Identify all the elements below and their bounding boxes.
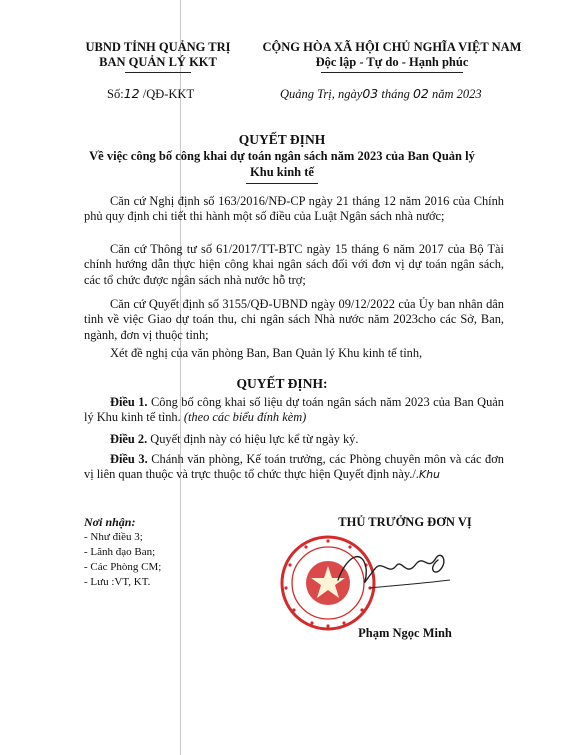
recipient-item: - Lãnh đạo Ban; [84,546,156,558]
org-underline [125,72,191,73]
official-seal-and-signature [278,528,468,638]
handwritten-day: 03 [362,86,379,101]
article-1: Điều 1. Công bố công khai số liệu dự toán ngân sách năm 2023 của Ban Quản lý Khu kinh tế tỉnh. (theo các biểu đính kèm) [84,395,504,425]
recipients-block [84,515,161,590]
subject-underline [246,183,318,184]
nation-line-2: Độc lập - Tự do - Hạnh phúc [315,55,469,69]
document-subject: Về việc công bố công khai dự toán ngân sách năm 2023 của Ban Quản lý Khu kinh tế [89,149,475,179]
article-2: Điều 2. Quyết định này có hiệu lực kể từ ngày ký. [110,432,359,446]
preamble-proposal: Xét đề nghị của văn phòng Ban, Ban Quản lý Khu kinh tế tỉnh, [110,346,423,360]
document-title: QUYẾT ĐỊNH [238,132,326,147]
preamble-decision: Căn cứ Quyết định số 3155/QĐ-UBND ngày 09/12/2022 của Ủy ban nhân dân tỉnh về việc Giao dự toán thu, chi ngân sách Nhà nước năm 2023cho các Sở, Ban, ngành, đơn vị thuộc tỉnh; [84,297,504,342]
place-date: Quảng Trị, ngày03 tháng 02 năm 2023 [280,86,482,101]
signatory-name: Phạm Ngọc Minh [358,626,452,640]
motto-underline [321,72,463,73]
handwritten-signature [338,555,444,582]
recipient-item: - Lưu :VT, KT. [84,576,151,588]
article-3: Điều 3. Chánh văn phòng, Kế toán trưởng, các Phòng chuyên môn và các đơn vị liên quan thuộc và trực thuộc tổ chức thực hiện Quyết định này./.Khu [84,452,504,482]
org-line-1: UBND TỈNH QUẢNG TRỊ [85,40,231,54]
issuing-org [58,40,258,70]
document-number: Số:12 /QĐ-KKT [107,86,195,101]
handwritten-month: 02 [412,86,429,101]
decision-heading: QUYẾT ĐỊNH: [236,376,328,391]
preamble-decree: Căn cứ Nghị định số 163/2016/NĐ-CP ngày 21 tháng 12 năm 2016 của Chính phủ quy định chi tiết thi hành một số điều của Luật Ngân sách nhà nước; [84,194,504,224]
signature-underline-stroke [370,580,450,588]
recipients-title: Nơi nhận: [84,515,136,529]
handwritten-initials: Khu [418,468,441,482]
recipient-item: - Như điều 3; [84,531,143,543]
recipient-item: - Các Phòng CM; [84,561,162,573]
signature-title: THỦ TRƯỞNG ĐƠN VỊ [338,515,472,529]
nation-line-1: CỘNG HÒA XÃ HỘI CHỦ NGHĨA VIỆT NAM [262,40,522,54]
national-motto [242,40,542,70]
preamble-circular: Căn cứ Thông tư số 61/2017/TT-BTC ngày 15 tháng 6 năm 2017 của Bộ Tài chính hướng dẫn thực hiện công khai ngân sách đối với đơn vị dự toán ngân sách, các tổ chức được ngân sách nhà nước hỗ trợ; [84,242,504,287]
org-line-2: BAN QUẢN LÝ KKT [99,55,217,69]
handwritten-number: 12 [123,86,140,101]
official-seal [282,537,374,629]
